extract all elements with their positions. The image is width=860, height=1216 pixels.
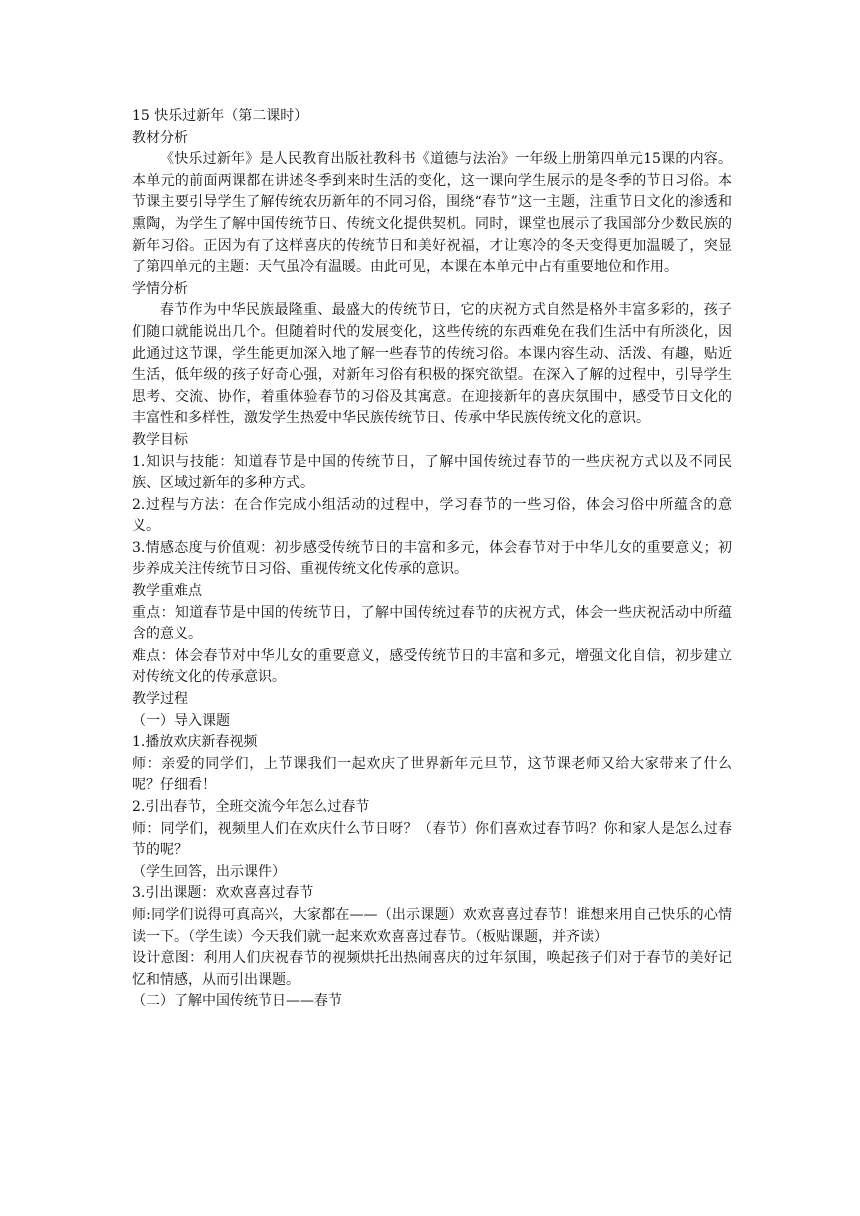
step-2-text: 师：同学们，视频里人们在欢庆什么节日呀？（春节）你们喜欢过春节吗？你和家人是怎么过春节的呢？ xyxy=(132,820,732,859)
section-heading-textbook-analysis: 教材分析 xyxy=(132,129,188,146)
section-heading-teaching-goals: 教学目标 xyxy=(132,431,188,448)
process-part-1-heading: （一）导入课题 xyxy=(132,712,230,729)
document-page xyxy=(132,106,732,1013)
step-3-heading: 3.引出课题：欢欢喜喜过春节 xyxy=(132,885,314,902)
step-2-note: （学生回答，出示课件） xyxy=(132,863,286,880)
goal-knowledge: 1.知识与技能：知道春节是中国的传统节日，了解中国传统过春节的一些庆祝方式以及不同民族、区域过新年的多种方式。 xyxy=(132,453,732,492)
paragraph-textbook-analysis: 《快乐过新年》是人民教育出版社教科书《道德与法治》一年级上册第四单元15课的内容。本单元的前面两课都在讲述冬季到来时生活的变化，这一课向学生展示的是冬季的节日习俗。本节课主要引导学生了解传统农历新年的不同习俗，围绕“春节”这一主题，注重节日文化的渗透和熏陶，为学生了解中国传统节日、传统文化提供契机。同时，课堂也展示了我国部分少数民族的新年习俗。正因为有了这样喜庆的传统节日和美好祝福，才让寒冷的冬天变得更加温暖了，突显了第四单元的主题：天气虽冷有温暖。由此可见，本课在本单元中占有重要地位和作用。 xyxy=(132,151,732,276)
difficult-point: 难点：体会春节对中华儿女的重要意义，感受传统节日的丰富和多元，增强文化自信，初步建立对传统文化的传承意识。 xyxy=(132,647,732,686)
goal-attitude: 3.情感态度与价值观：初步感受传统节日的丰富和多元，体会春节对于中华儿女的重要意义；初步养成关注传统节日习俗、重视传统文化传承的意识。 xyxy=(132,539,732,578)
section-heading-key-points: 教学重难点 xyxy=(132,583,202,600)
key-point: 重点：知道春节是中国的传统节日，了解中国传统过春节的庆祝方式，体会一些庆祝活动中所蕴含的意义。 xyxy=(132,604,732,643)
paragraph-student-analysis: 春节作为中华民族最隆重、最盛大的传统节日，它的庆祝方式自然是格外丰富多彩的，孩子们随口就能说出几个。但随着时代的发展变化，这些传统的东西难免在我们生活中有所淡化，因此通过这节课，学生能更加深入地了解一些春节的传统习俗。本课内容生动、活泼、有趣，贴近生活，低年级的孩子好奇心强，对新年习俗有积极的探究欲望。在深入了解的过程中，引导学生思考、交流、协作，着重体验春节的习俗及其寓意。在迎接新年的喜庆氛围中，感受节日文化的丰富性和多样性，激发学生热爱中华民族传统节日、传承中华民族传统文化的意识。 xyxy=(132,302,732,427)
section-heading-student-analysis: 学情分析 xyxy=(132,280,188,297)
step-2-heading: 2.引出春节，全班交流今年怎么过春节 xyxy=(132,799,370,815)
section-heading-teaching-process: 教学过程 xyxy=(132,691,188,708)
process-part-2-heading: （二）了解中国传统节日——春节 xyxy=(132,993,342,1010)
design-intent: 设计意图：利用人们庆祝春节的视频烘托出热闹喜庆的过年氛围，唤起孩子们对于春节的美好记忆和情感，从而引出课题。 xyxy=(132,950,732,988)
doc-title: 15 快乐过新年（第二课时） xyxy=(132,108,309,124)
step-1-heading: 1.播放欢庆新春视频 xyxy=(132,734,258,751)
step-3-text: 师:同学们说得可真高兴，大家都在——（出示课题）欢欢喜喜过春节！谁想来用自己快乐的心情读一下。（学生读）今天我们就一起来欢欢喜喜过春节。（板贴课题，并齐读） xyxy=(132,906,732,945)
step-1-text: 师：亲爱的同学们，上节课我们一起欢庆了世界新年元旦节，这节课老师又给大家带来了什么呢？仔细看！ xyxy=(132,755,732,794)
goal-process: 2.过程与方法：在合作完成小组活动的过程中，学习春节的一些习俗，体会习俗中所蕴含的意义。 xyxy=(132,496,732,535)
